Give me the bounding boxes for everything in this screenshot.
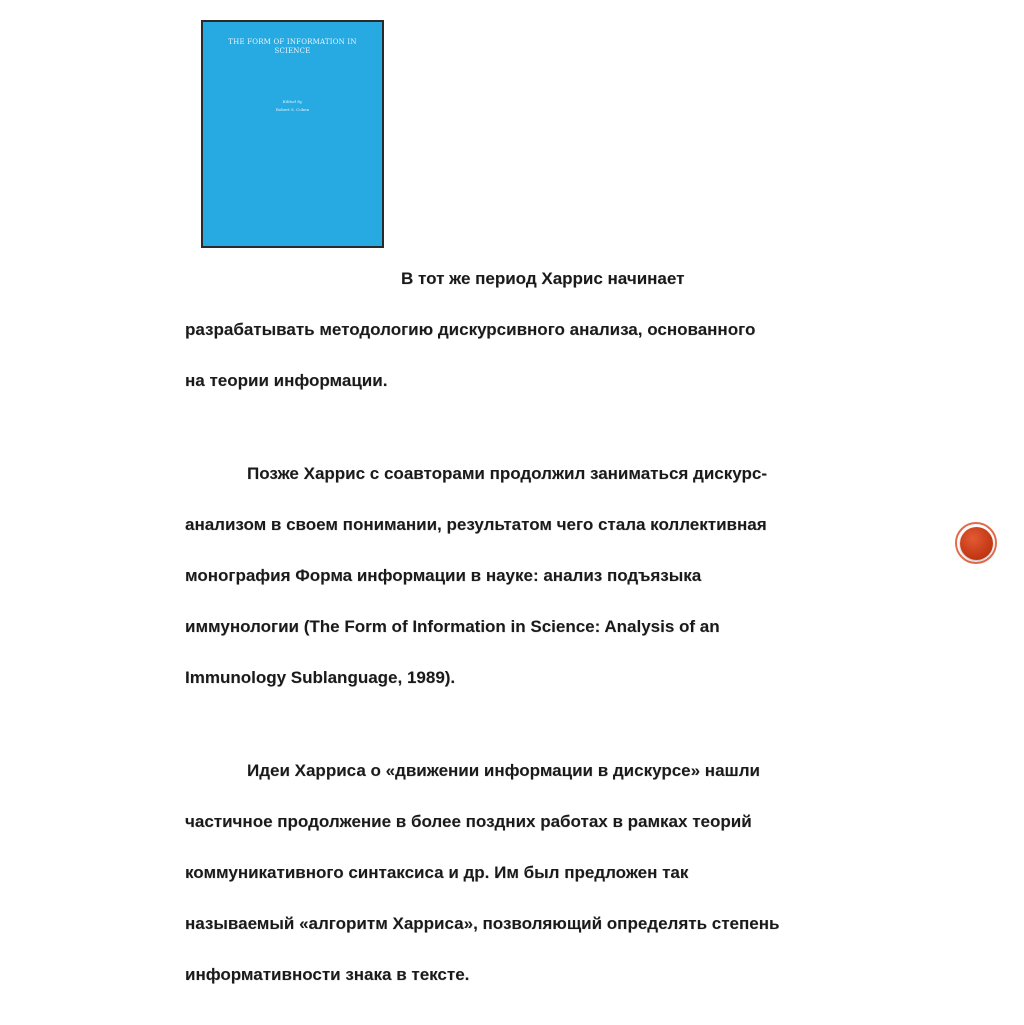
book-title: THE FORM OF INFORMATION IN SCIENCE — [228, 38, 357, 55]
slide-body-text — [185, 236, 875, 1025]
paragraph-line: В тот же период Харрис начинает — [401, 269, 685, 288]
next-slide-button[interactable] — [955, 522, 997, 564]
paragraph-1 — [185, 236, 875, 423]
paragraph-line: Immunology Sublanguage, 1989). — [185, 668, 456, 687]
book-cover-image — [201, 20, 384, 248]
paragraph-line: иммунологии (The Form of Information in Science: Analysis of an — [185, 617, 720, 636]
paragraph-line: информативности знака в тексте. — [185, 965, 470, 984]
paragraph-line: анализом в своем понимании, результатом чего стала коллективная — [185, 515, 767, 534]
paragraph-line: частичное продолжение в более поздних работах в рамках теорий — [185, 812, 752, 831]
paragraph-2 — [185, 431, 875, 720]
paragraph-3 — [185, 728, 875, 1017]
paragraph-line: монография Форма информации в науке: анализ подъязыка — [185, 566, 702, 585]
paragraph-line: Идеи Харриса о «движении информации в дискурсе» нашли — [247, 761, 760, 780]
circle-icon — [960, 527, 993, 560]
paragraph-line: коммуникативного синтаксиса и др. Им был предложен так — [185, 863, 689, 882]
paragraph-line: на теории информации. — [185, 371, 388, 390]
book-edited-by: Edited by — [282, 99, 303, 104]
paragraph-line: разрабатывать методологию дискурсивного анализа, основанного — [185, 320, 756, 339]
paragraph-line: называемый «алгоритм Харриса», позволяющий определять степень — [185, 914, 780, 933]
paragraph-line: Позже Харрис с соавторами продолжил заниматься дискурс- — [247, 464, 767, 483]
book-editor: Robert S. Cohen — [275, 107, 310, 112]
